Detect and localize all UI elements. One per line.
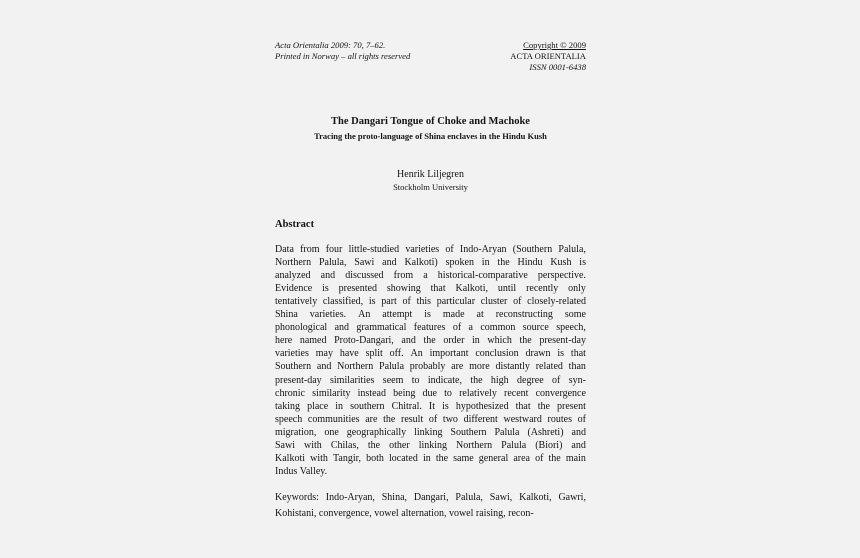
abstract-line: Data from four little-studied varieties of Indo-Aryan (Southern Palula, bbox=[275, 244, 586, 255]
printed-notice: Printed in Norway – all rights reserved bbox=[275, 51, 411, 61]
journal-header bbox=[275, 40, 586, 73]
copyright-notice: Copyright © 2009 bbox=[523, 40, 586, 50]
abstract-line: Southern and Northern Palula probably are more distantly related than bbox=[275, 361, 586, 373]
paper-title: The Dangari Tongue of Choke and Machoke bbox=[331, 116, 530, 127]
abstract-line: Indus Valley. bbox=[275, 465, 328, 477]
abstract-line: varieties may have split off. An important conclusion drawn is that bbox=[275, 348, 586, 360]
journal-citation: Acta Orientalia 2009: 70, 7–62. bbox=[275, 40, 386, 50]
abstract-line: here named Proto-Dangari, and the order in which the present-day bbox=[275, 335, 586, 347]
abstract-line: Kalkoti with Tangir, both located in the same general area of the main bbox=[275, 452, 586, 464]
abstract-line: Shina varieties. An attempt is made at reconstructing some bbox=[275, 309, 586, 321]
issn-number: ISSN 0001-6438 bbox=[529, 62, 586, 72]
abstract-line: taking place in southern Chitral. It is hypothesized that the present bbox=[275, 400, 586, 412]
author-name: Henrik Liljegren bbox=[397, 169, 464, 180]
paper-subtitle: Tracing the proto-language of Shina enclaves in the Hindu Kush bbox=[314, 131, 547, 141]
abstract-heading: Abstract bbox=[275, 219, 315, 230]
abstract-line: analyzed and discussed from a historical-comparative perspective. bbox=[275, 270, 586, 282]
keywords-line: Kohistani, convergence, vowel alternation, vowel raising, recon- bbox=[275, 507, 534, 519]
abstract-line: migration, one geographically linking Southern Palula (Ashreti) and bbox=[275, 426, 586, 438]
abstract-line: Sawi with Chilas, the other linking Northern Palula (Biori) and bbox=[275, 439, 586, 451]
abstract-line: tentatively classified, is part of this particular cluster of closely-related bbox=[275, 296, 586, 308]
abstract-line: speech communities are the result of two different westward routes of bbox=[275, 413, 586, 425]
keywords-line: Keywords: Indo-Aryan, Shina, Dangari, Palula, Sawi, Kalkoti, Gawri, bbox=[275, 492, 586, 503]
publisher-name: ACTA ORIENTALIA bbox=[510, 51, 586, 61]
author-affiliation: Stockholm University bbox=[393, 182, 468, 192]
abstract-line: phonological and grammatical features of a common source speech, bbox=[275, 322, 586, 334]
abstract-line: Evidence is presented showing that Kalkoti, until recently only bbox=[275, 283, 586, 295]
abstract-line: chronic similarity instead being due to relatively recent convergence bbox=[275, 387, 586, 399]
abstract-line: present-day similarities seem to indicate, the high degree of syn- bbox=[275, 374, 586, 386]
abstract-line: Northern Palula, Sawi and Kalkoti) spoken in the Hindu Kush is bbox=[275, 257, 586, 269]
